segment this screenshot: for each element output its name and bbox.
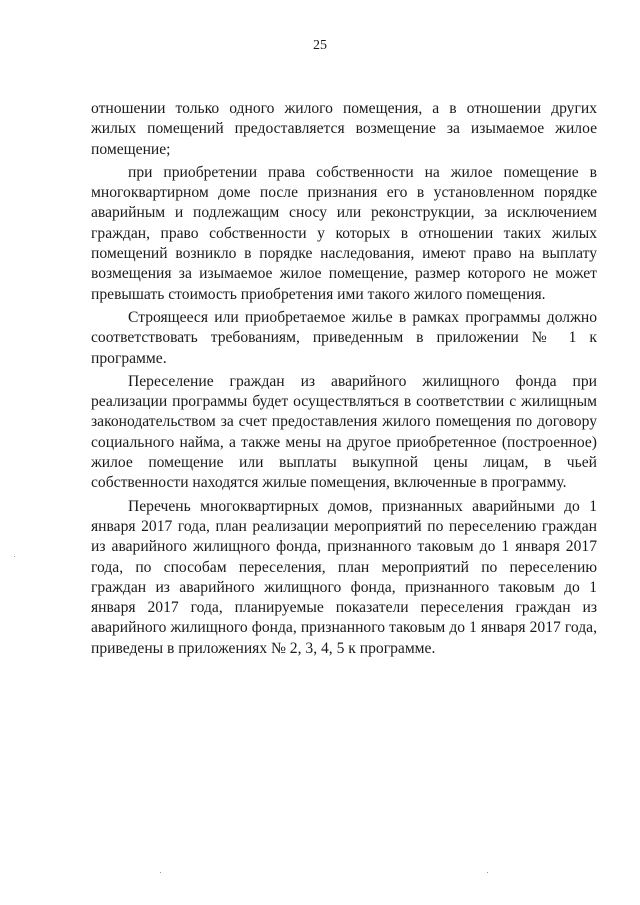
scan-speck [14, 556, 15, 557]
paragraph-continuation: отношении только одного жилого помещения, а в отношении других жилых помещений предоставляется возмещение за изымаемое жилое помещение; [91, 100, 597, 158]
paragraph-resettlement-methods: Переселение граждан из аварийного жилищного фонда при реализации программы будет осуществляться в соответствии с жилищным законодательством за счет предоставления жилого помещения по договору социального найма, а также мены на другое приобретенное (построенное) жилое помещение или выплаты выкупной цены лицам, в чьей собственности находятся жилые помещения, включенные в программу. [91, 372, 597, 492]
scan-speck [160, 872, 161, 873]
paragraph-housing-requirements: Строящееся или приобретаемое жилье в рамках программы должно соответствовать требованиям, приведенным в приложении № 1 к программе. [91, 308, 597, 367]
paragraph-appendix-list: Перечень многоквартирных домов, признанных аварийными до 1 января 2017 года, план реализации мероприятий по переселению граждан из аварийного жилищного фонда, признанного таковым до 1 января 2017 года, по способам переселения, план мероприятий по переселению граждан из аварийного жилищного фонда, признанного таковым до 1 января 2017 года, планируемые показатели переселения граждан из аварийного жилищного фонда, признанного таковым до 1 января 2017 года, приведены в приложениях № 2, 3, 4, 5 к программе. [91, 497, 597, 657]
paragraph-ownership-acquisition: при приобретении права собственности на жилое помещение в многоквартирном доме после признания его в установленном порядке аварийным и подлежащим сносу или реконструкции, за исключением граждан, право собственности у которых в отношении таких жилых помещений возникло в порядке наследования, имеют право на выплату возмещения за изымаемое жилое помещение, размер которого не может превышать стоимость приобретения ими такого жилого помещения. [91, 163, 597, 303]
scan-speck [487, 872, 488, 873]
document-body [91, 99, 597, 659]
page-number: 25 [313, 38, 327, 53]
